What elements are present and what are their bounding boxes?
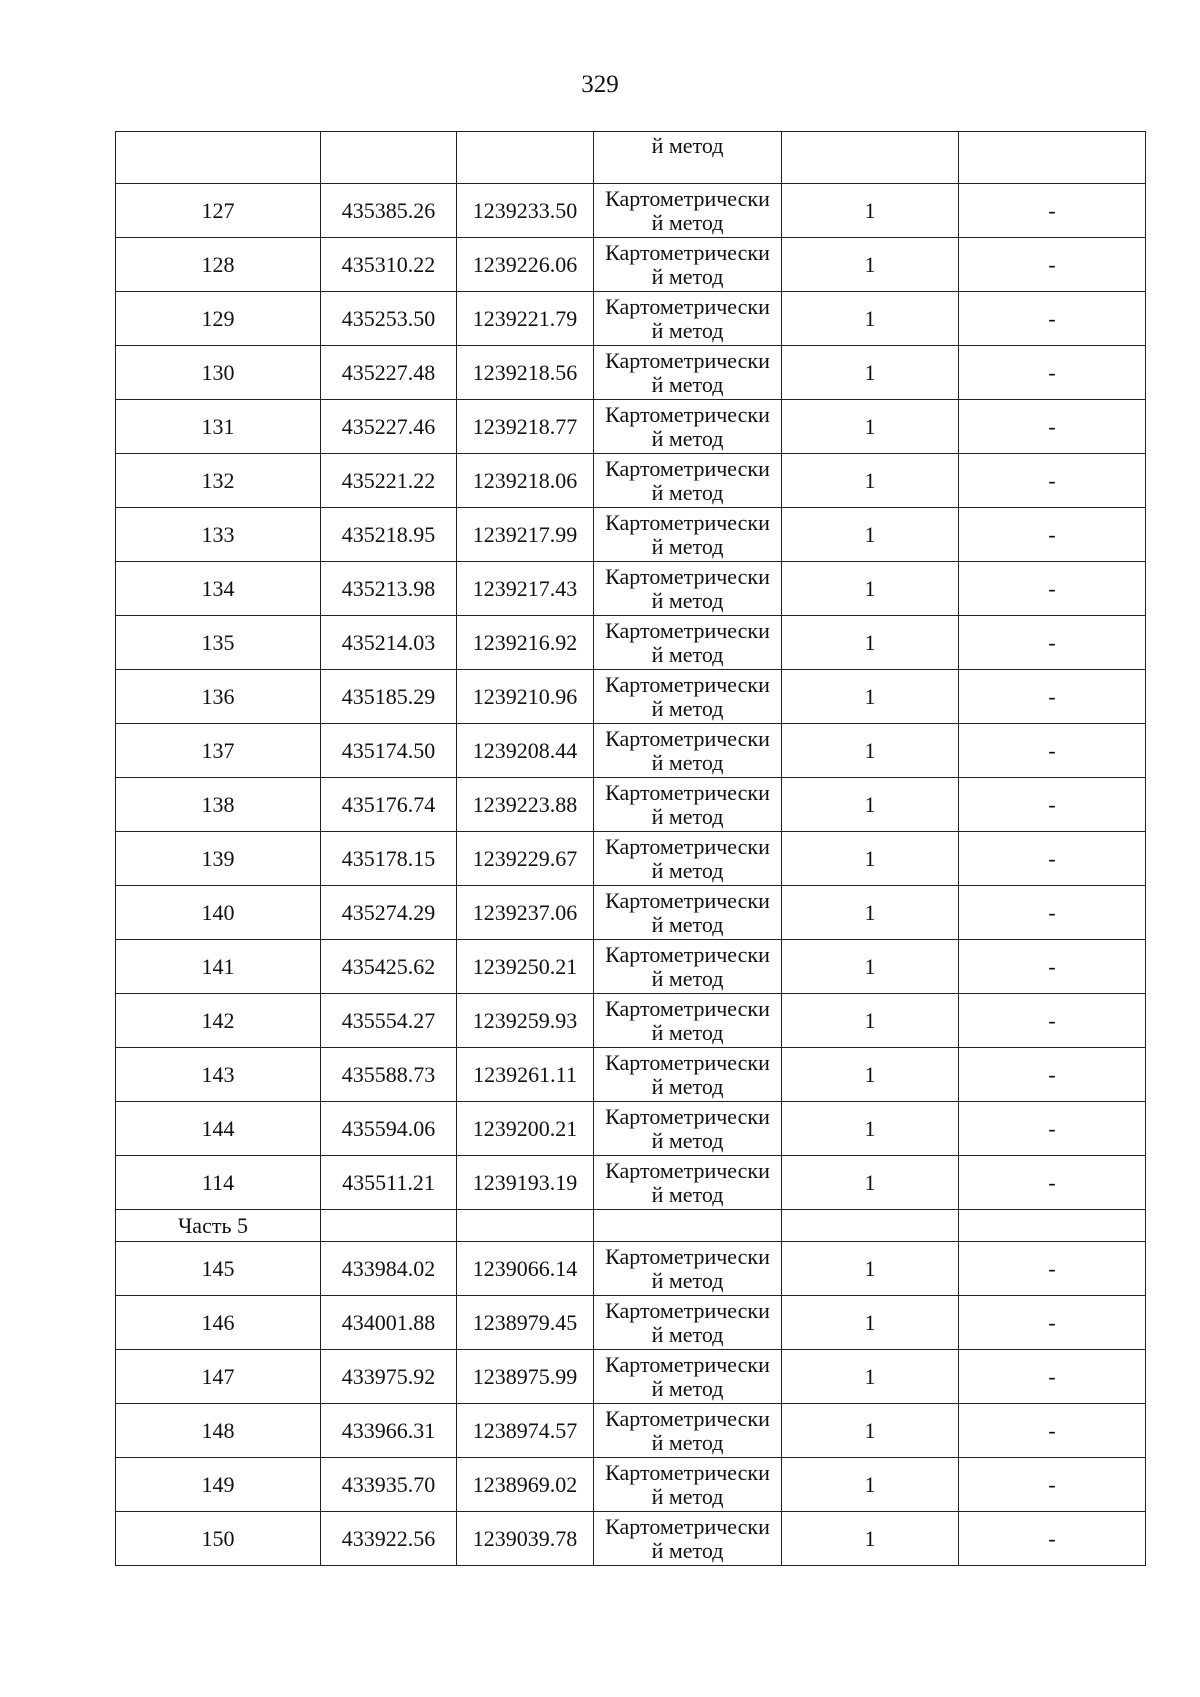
cell-x: 435227.48 — [321, 346, 457, 400]
cell-accuracy: 1 — [782, 832, 959, 886]
cell-method — [594, 508, 782, 562]
cell-accuracy: 1 — [782, 1102, 959, 1156]
cell-point-number: 150 — [116, 1512, 321, 1566]
cell-accuracy — [782, 1210, 959, 1242]
method-text: Картометрически й метод — [605, 725, 770, 775]
cell-accuracy: 1 — [782, 994, 959, 1048]
cell-x: 435385.26 — [321, 184, 457, 238]
cell-accuracy: 1 — [782, 508, 959, 562]
cell-y: 1239217.99 — [457, 508, 594, 562]
cell-method — [594, 1048, 782, 1102]
cell-x: 435185.29 — [321, 670, 457, 724]
cell-point-number: 114 — [116, 1156, 321, 1210]
cell-note: - — [959, 400, 1146, 454]
cell-accuracy: 1 — [782, 1458, 959, 1512]
cell-x: 433975.92 — [321, 1350, 457, 1404]
method-text: Картометрически й метод — [605, 617, 770, 667]
cell-point-number: 128 — [116, 238, 321, 292]
table-row — [116, 400, 1146, 454]
table-row — [116, 1048, 1146, 1102]
method-text: Картометрически й метод — [605, 1103, 770, 1153]
cell-method — [594, 1242, 782, 1296]
table-row — [116, 454, 1146, 508]
cell-note: - — [959, 994, 1146, 1048]
method-text: Картометрически й метод — [605, 185, 770, 235]
cell-y — [457, 132, 594, 184]
table-row — [116, 1296, 1146, 1350]
cell-accuracy: 1 — [782, 1404, 959, 1458]
method-text: Картометрически й метод — [605, 509, 770, 559]
cell-method — [594, 400, 782, 454]
method-text: Картометрически й метод — [605, 941, 770, 991]
cell-method — [594, 1156, 782, 1210]
cell-x: 433966.31 — [321, 1404, 457, 1458]
cell-note: - — [959, 1512, 1146, 1566]
cell-note: - — [959, 1156, 1146, 1210]
cell-note: - — [959, 724, 1146, 778]
cell-y — [457, 1210, 594, 1242]
cell-point-number: 133 — [116, 508, 321, 562]
cell-x: 433922.56 — [321, 1512, 457, 1566]
method-text: Картометрически й метод — [605, 779, 770, 829]
cell-y: 1239221.79 — [457, 292, 594, 346]
cell-point-number: 139 — [116, 832, 321, 886]
cell-point-number: 127 — [116, 184, 321, 238]
cell-x: 435310.22 — [321, 238, 457, 292]
method-text: Картометрически й метод — [605, 1405, 770, 1455]
cell-y: 1239261.11 — [457, 1048, 594, 1102]
cell-point-number: 143 — [116, 1048, 321, 1102]
cell-point-number: 131 — [116, 400, 321, 454]
cell-accuracy: 1 — [782, 1512, 959, 1566]
cell-point-number: 136 — [116, 670, 321, 724]
table-row — [116, 346, 1146, 400]
method-text: Картометрически й метод — [605, 671, 770, 721]
method-text: Картометрически й метод — [605, 1459, 770, 1509]
cell-method — [594, 778, 782, 832]
cell-accuracy: 1 — [782, 724, 959, 778]
cell-x: 433935.70 — [321, 1458, 457, 1512]
cell-point-number: 129 — [116, 292, 321, 346]
cell-note: - — [959, 454, 1146, 508]
method-text: Картометрически й метод — [605, 347, 770, 397]
cell-method — [594, 1404, 782, 1458]
cell-accuracy: 1 — [782, 1156, 959, 1210]
cell-x: 435178.15 — [321, 832, 457, 886]
method-text: Картометрически й метод — [605, 239, 770, 289]
method-text: Картометрически й метод — [605, 1157, 770, 1207]
cell-note: - — [959, 886, 1146, 940]
table-row — [116, 1404, 1146, 1458]
cell-point-number: 138 — [116, 778, 321, 832]
method-text: Картометрически й метод — [605, 455, 770, 505]
cell-note: - — [959, 616, 1146, 670]
cell-y: 1239210.96 — [457, 670, 594, 724]
method-text: й метод — [651, 133, 724, 158]
cell-x: 435511.21 — [321, 1156, 457, 1210]
table-row — [116, 1512, 1146, 1566]
cell-y: 1239259.93 — [457, 994, 594, 1048]
cell-method — [594, 616, 782, 670]
table-row — [116, 292, 1146, 346]
cell-method — [594, 184, 782, 238]
cell-x: 435221.22 — [321, 454, 457, 508]
cell-note: - — [959, 238, 1146, 292]
cell-point-number: 135 — [116, 616, 321, 670]
cell-y: 1238975.99 — [457, 1350, 594, 1404]
cell-method — [594, 1350, 782, 1404]
cell-method — [594, 724, 782, 778]
cell-method — [594, 1458, 782, 1512]
cell-method — [594, 346, 782, 400]
cell-y: 1239193.19 — [457, 1156, 594, 1210]
cell-method — [594, 670, 782, 724]
cell-note — [959, 1210, 1146, 1242]
cell-method — [594, 886, 782, 940]
cell-y: 1239218.77 — [457, 400, 594, 454]
cell-accuracy: 1 — [782, 562, 959, 616]
cell-point-number: 148 — [116, 1404, 321, 1458]
method-text: Картометрически й метод — [605, 1049, 770, 1099]
cell-y: 1239039.78 — [457, 1512, 594, 1566]
cell-y: 1239250.21 — [457, 940, 594, 994]
cell-method — [594, 1210, 782, 1242]
cell-point-number: 141 — [116, 940, 321, 994]
cell-accuracy: 1 — [782, 1296, 959, 1350]
cell-method — [594, 994, 782, 1048]
cell-note: - — [959, 508, 1146, 562]
table-row — [116, 886, 1146, 940]
method-text: Картометрически й метод — [605, 563, 770, 613]
cell-accuracy: 1 — [782, 454, 959, 508]
cell-accuracy: 1 — [782, 940, 959, 994]
cell-accuracy: 1 — [782, 1350, 959, 1404]
cell-point-number: 137 — [116, 724, 321, 778]
cell-x: 435274.29 — [321, 886, 457, 940]
cell-accuracy: 1 — [782, 346, 959, 400]
cell-note: - — [959, 1048, 1146, 1102]
cell-note: - — [959, 670, 1146, 724]
method-text: Картометрически й метод — [605, 887, 770, 937]
table-row — [116, 508, 1146, 562]
cell-method — [594, 1296, 782, 1350]
method-text: Картометрически й метод — [605, 1513, 770, 1563]
cell-x — [321, 1210, 457, 1242]
cell-x: 435214.03 — [321, 616, 457, 670]
cell-x: 435218.95 — [321, 508, 457, 562]
table-row — [116, 778, 1146, 832]
coordinates-table-body — [116, 132, 1146, 1566]
cell-y: 1239218.06 — [457, 454, 594, 508]
cell-accuracy: 1 — [782, 184, 959, 238]
page-number: 329 — [581, 71, 619, 98]
table-row — [116, 1102, 1146, 1156]
cell-accuracy — [782, 132, 959, 184]
cell-x: 435176.74 — [321, 778, 457, 832]
cell-y: 1239223.88 — [457, 778, 594, 832]
cell-y: 1239216.92 — [457, 616, 594, 670]
cell-method — [594, 562, 782, 616]
cell-y: 1238969.02 — [457, 1458, 594, 1512]
cell-note: - — [959, 184, 1146, 238]
cell-x: 435554.27 — [321, 994, 457, 1048]
cell-point-number: 147 — [116, 1350, 321, 1404]
cell-x: 434001.88 — [321, 1296, 457, 1350]
cell-note: - — [959, 832, 1146, 886]
cell-accuracy: 1 — [782, 670, 959, 724]
cell-x: 435227.46 — [321, 400, 457, 454]
cell-accuracy: 1 — [782, 238, 959, 292]
table-row — [116, 1156, 1146, 1210]
table-row — [116, 994, 1146, 1048]
cell-note: - — [959, 1458, 1146, 1512]
cell-y: 1239208.44 — [457, 724, 594, 778]
cell-method — [594, 832, 782, 886]
cell-accuracy: 1 — [782, 886, 959, 940]
method-text: Картометрически й метод — [605, 401, 770, 451]
cell-method — [594, 292, 782, 346]
method-text: Картометрически й метод — [605, 995, 770, 1045]
cell-y: 1239233.50 — [457, 184, 594, 238]
cell-note: - — [959, 292, 1146, 346]
cell-point-number: 140 — [116, 886, 321, 940]
cell-x: 435425.62 — [321, 940, 457, 994]
cell-note: - — [959, 346, 1146, 400]
coordinates-table — [115, 131, 1146, 1566]
cell-note — [959, 132, 1146, 184]
method-text: Картометрически й метод — [605, 1243, 770, 1293]
continuation-row — [116, 132, 1146, 184]
cell-method — [594, 238, 782, 292]
cell-point-number: 145 — [116, 1242, 321, 1296]
cell-note: - — [959, 562, 1146, 616]
method-text: Картометрически й метод — [605, 1297, 770, 1347]
method-text: Картометрически й метод — [605, 833, 770, 883]
table-row — [116, 1242, 1146, 1296]
cell-x — [321, 132, 457, 184]
cell-x: 435253.50 — [321, 292, 457, 346]
cell-point-number: 144 — [116, 1102, 321, 1156]
table-row — [116, 1458, 1146, 1512]
cell-method — [594, 1102, 782, 1156]
cell-accuracy: 1 — [782, 1048, 959, 1102]
cell-y: 1238979.45 — [457, 1296, 594, 1350]
cell-note: - — [959, 1296, 1146, 1350]
table-row — [116, 184, 1146, 238]
cell-y: 1239237.06 — [457, 886, 594, 940]
cell-y: 1239218.56 — [457, 346, 594, 400]
cell-accuracy: 1 — [782, 400, 959, 454]
cell-x: 435213.98 — [321, 562, 457, 616]
cell-method — [594, 940, 782, 994]
cell-method — [594, 454, 782, 508]
cell-note: - — [959, 1350, 1146, 1404]
table-row — [116, 724, 1146, 778]
cell-accuracy: 1 — [782, 778, 959, 832]
cell-accuracy: 1 — [782, 1242, 959, 1296]
cell-method — [594, 1512, 782, 1566]
cell-point-number: 130 — [116, 346, 321, 400]
cell-y: 1239200.21 — [457, 1102, 594, 1156]
table-row — [116, 940, 1146, 994]
section-label: Часть 5 — [116, 1210, 321, 1242]
table-row — [116, 562, 1146, 616]
cell-accuracy: 1 — [782, 616, 959, 670]
cell-point-number: 134 — [116, 562, 321, 616]
cell-x: 433984.02 — [321, 1242, 457, 1296]
cell-point-number — [116, 132, 321, 184]
section-row — [116, 1210, 1146, 1242]
table-row — [116, 670, 1146, 724]
cell-note: - — [959, 1102, 1146, 1156]
cell-note: - — [959, 1404, 1146, 1458]
cell-x: 435174.50 — [321, 724, 457, 778]
cell-x: 435588.73 — [321, 1048, 457, 1102]
cell-note: - — [959, 1242, 1146, 1296]
cell-point-number: 142 — [116, 994, 321, 1048]
cell-y: 1239229.67 — [457, 832, 594, 886]
cell-y: 1238974.57 — [457, 1404, 594, 1458]
cell-method — [594, 132, 782, 184]
cell-x: 435594.06 — [321, 1102, 457, 1156]
cell-y: 1239226.06 — [457, 238, 594, 292]
cell-note: - — [959, 778, 1146, 832]
cell-point-number: 132 — [116, 454, 321, 508]
table-row — [116, 238, 1146, 292]
cell-y: 1239066.14 — [457, 1242, 594, 1296]
table-row — [116, 1350, 1146, 1404]
table-row — [116, 616, 1146, 670]
cell-point-number: 149 — [116, 1458, 321, 1512]
method-text: Картометрически й метод — [605, 1351, 770, 1401]
cell-y: 1239217.43 — [457, 562, 594, 616]
cell-accuracy: 1 — [782, 292, 959, 346]
cell-note: - — [959, 940, 1146, 994]
cell-point-number: 146 — [116, 1296, 321, 1350]
method-text: Картометрически й метод — [605, 293, 770, 343]
table-row — [116, 832, 1146, 886]
